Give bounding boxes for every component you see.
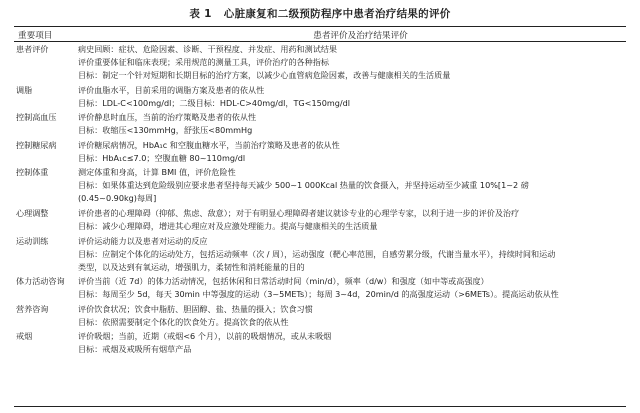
bottom-rule (14, 406, 626, 407)
table-caption (0, 6, 640, 21)
section-name: 体力活动咨询 (16, 276, 65, 287)
header-content: 患者评价及治疗结果评价 (313, 31, 408, 41)
header-item: 重要项目 (18, 31, 53, 41)
section-name: 控制高血压 (16, 112, 57, 123)
section-line: 类型，以及达到有氧运动，增强肌力，柔韧性和消耗能量的目的 (78, 261, 305, 272)
section-line: 目标：制定一个针对短期和长期目标的治疗方案，以减少心血管病危险因素，改善与健康相关的生活质量 (78, 70, 451, 80)
section-name: 调脂 (16, 84, 33, 95)
section-line: 评价静息时血压，当前的治疗策略及患者的依从性 (78, 112, 257, 123)
section-line: 评价糖尿病情况，HbA₁c 和空腹血糖水平，当前治疗策略及患者的依从性 (78, 139, 340, 150)
section-line: 目标：每周至少 5d，每天 30min 中等强度的运动（3~5METs）；每周 3~4d，20min/d 的高强度运动（>6METs）。提高运动依从性 (78, 289, 559, 300)
top-rule (14, 26, 626, 27)
section-line: 评价饮食状况；饮食中脂肪、胆固醇、盐、热量的摄入；饮食习惯 (78, 303, 313, 314)
section-name: 戒烟 (16, 331, 33, 342)
section-name: 营养咨询 (16, 303, 49, 314)
header-rule (14, 41, 626, 42)
section-line: 病史回顾：症状、危险因素、诊断、干预程度、并发症、用药和测试结果 (78, 44, 338, 54)
section-line: 评价血脂水平，目前采用的调脂方案及患者的依从性 (78, 84, 265, 95)
section-line: 目标：LDL-C<100mg/dl；二级目标：HDL-C>40mg/dl，TG<150mg/dl (78, 97, 351, 108)
section-line: 目标：如果体重达到危险级别应要求患者坚持每天减少 500~1 000Kcal 热量的饮食摄入，并坚持运动至少减重 10%[1~2 磅 (78, 180, 529, 191)
section-line: 目标：依照需要制定个体化的饮食处方。提高饮食的依从性 (78, 316, 289, 327)
table-title: 心脏康复和二级预防程序中患者治疗结果的评价 (223, 8, 451, 20)
section-line: 目标：收缩压<130mmHg，舒张压<80mmHg (78, 125, 253, 136)
section-line: 评价吸烟；当前，近期（戒烟<6 个月），以前的吸烟情况，或从未吸烟 (78, 331, 332, 342)
section-line: 评价患者的心理障碍（抑郁、焦虑、敌意）；对于有明显心理障碍者建议就诊专业的心理学专家，以利于进一步的评价及治疗 (78, 208, 520, 218)
section-line: (0.45~0.90kg)每周] (78, 193, 157, 204)
section-line: 目标：应制定个体化的运动处方，包括运动频率（次 / 周），运动强度（靶心率范围，自感劳累分级，代谢当量水平），持续时间和运动 (78, 248, 556, 259)
section-name: 控制糖尿病 (16, 139, 57, 150)
section-name: 患者评价 (16, 44, 49, 54)
section-line: 目标：HbA₁c≤7.0；空腹血糖 80~110mg/dl (78, 152, 246, 163)
section-line: 评价重要体征和临床表现；采用规范的测量工具，评价治疗的各种指标 (78, 57, 329, 67)
section-name: 运动训练 (16, 235, 49, 246)
section-name: 心理调整 (16, 208, 49, 218)
section-line: 评价当前（近 7d）的体力活动情况，包括休闲和日常活动时间（min/d），频率（d/w）和强度（如中等或高强度） (78, 276, 489, 287)
section-line: 评价运动能力以及患者对运动的反应 (78, 235, 208, 246)
section-line: 目标：戒烟及戒吸所有烟草产品 (78, 344, 192, 355)
section-line: 目标：减少心理障碍，增进其心理应对及应激处理能力。提高与健康相关的生活质量 (78, 221, 378, 231)
section-name: 控制体重 (16, 167, 49, 178)
table-number: 表 1 (189, 8, 212, 20)
section-line: 测定体重和身高，计算 BMI 值，评价危险性 (78, 167, 236, 178)
